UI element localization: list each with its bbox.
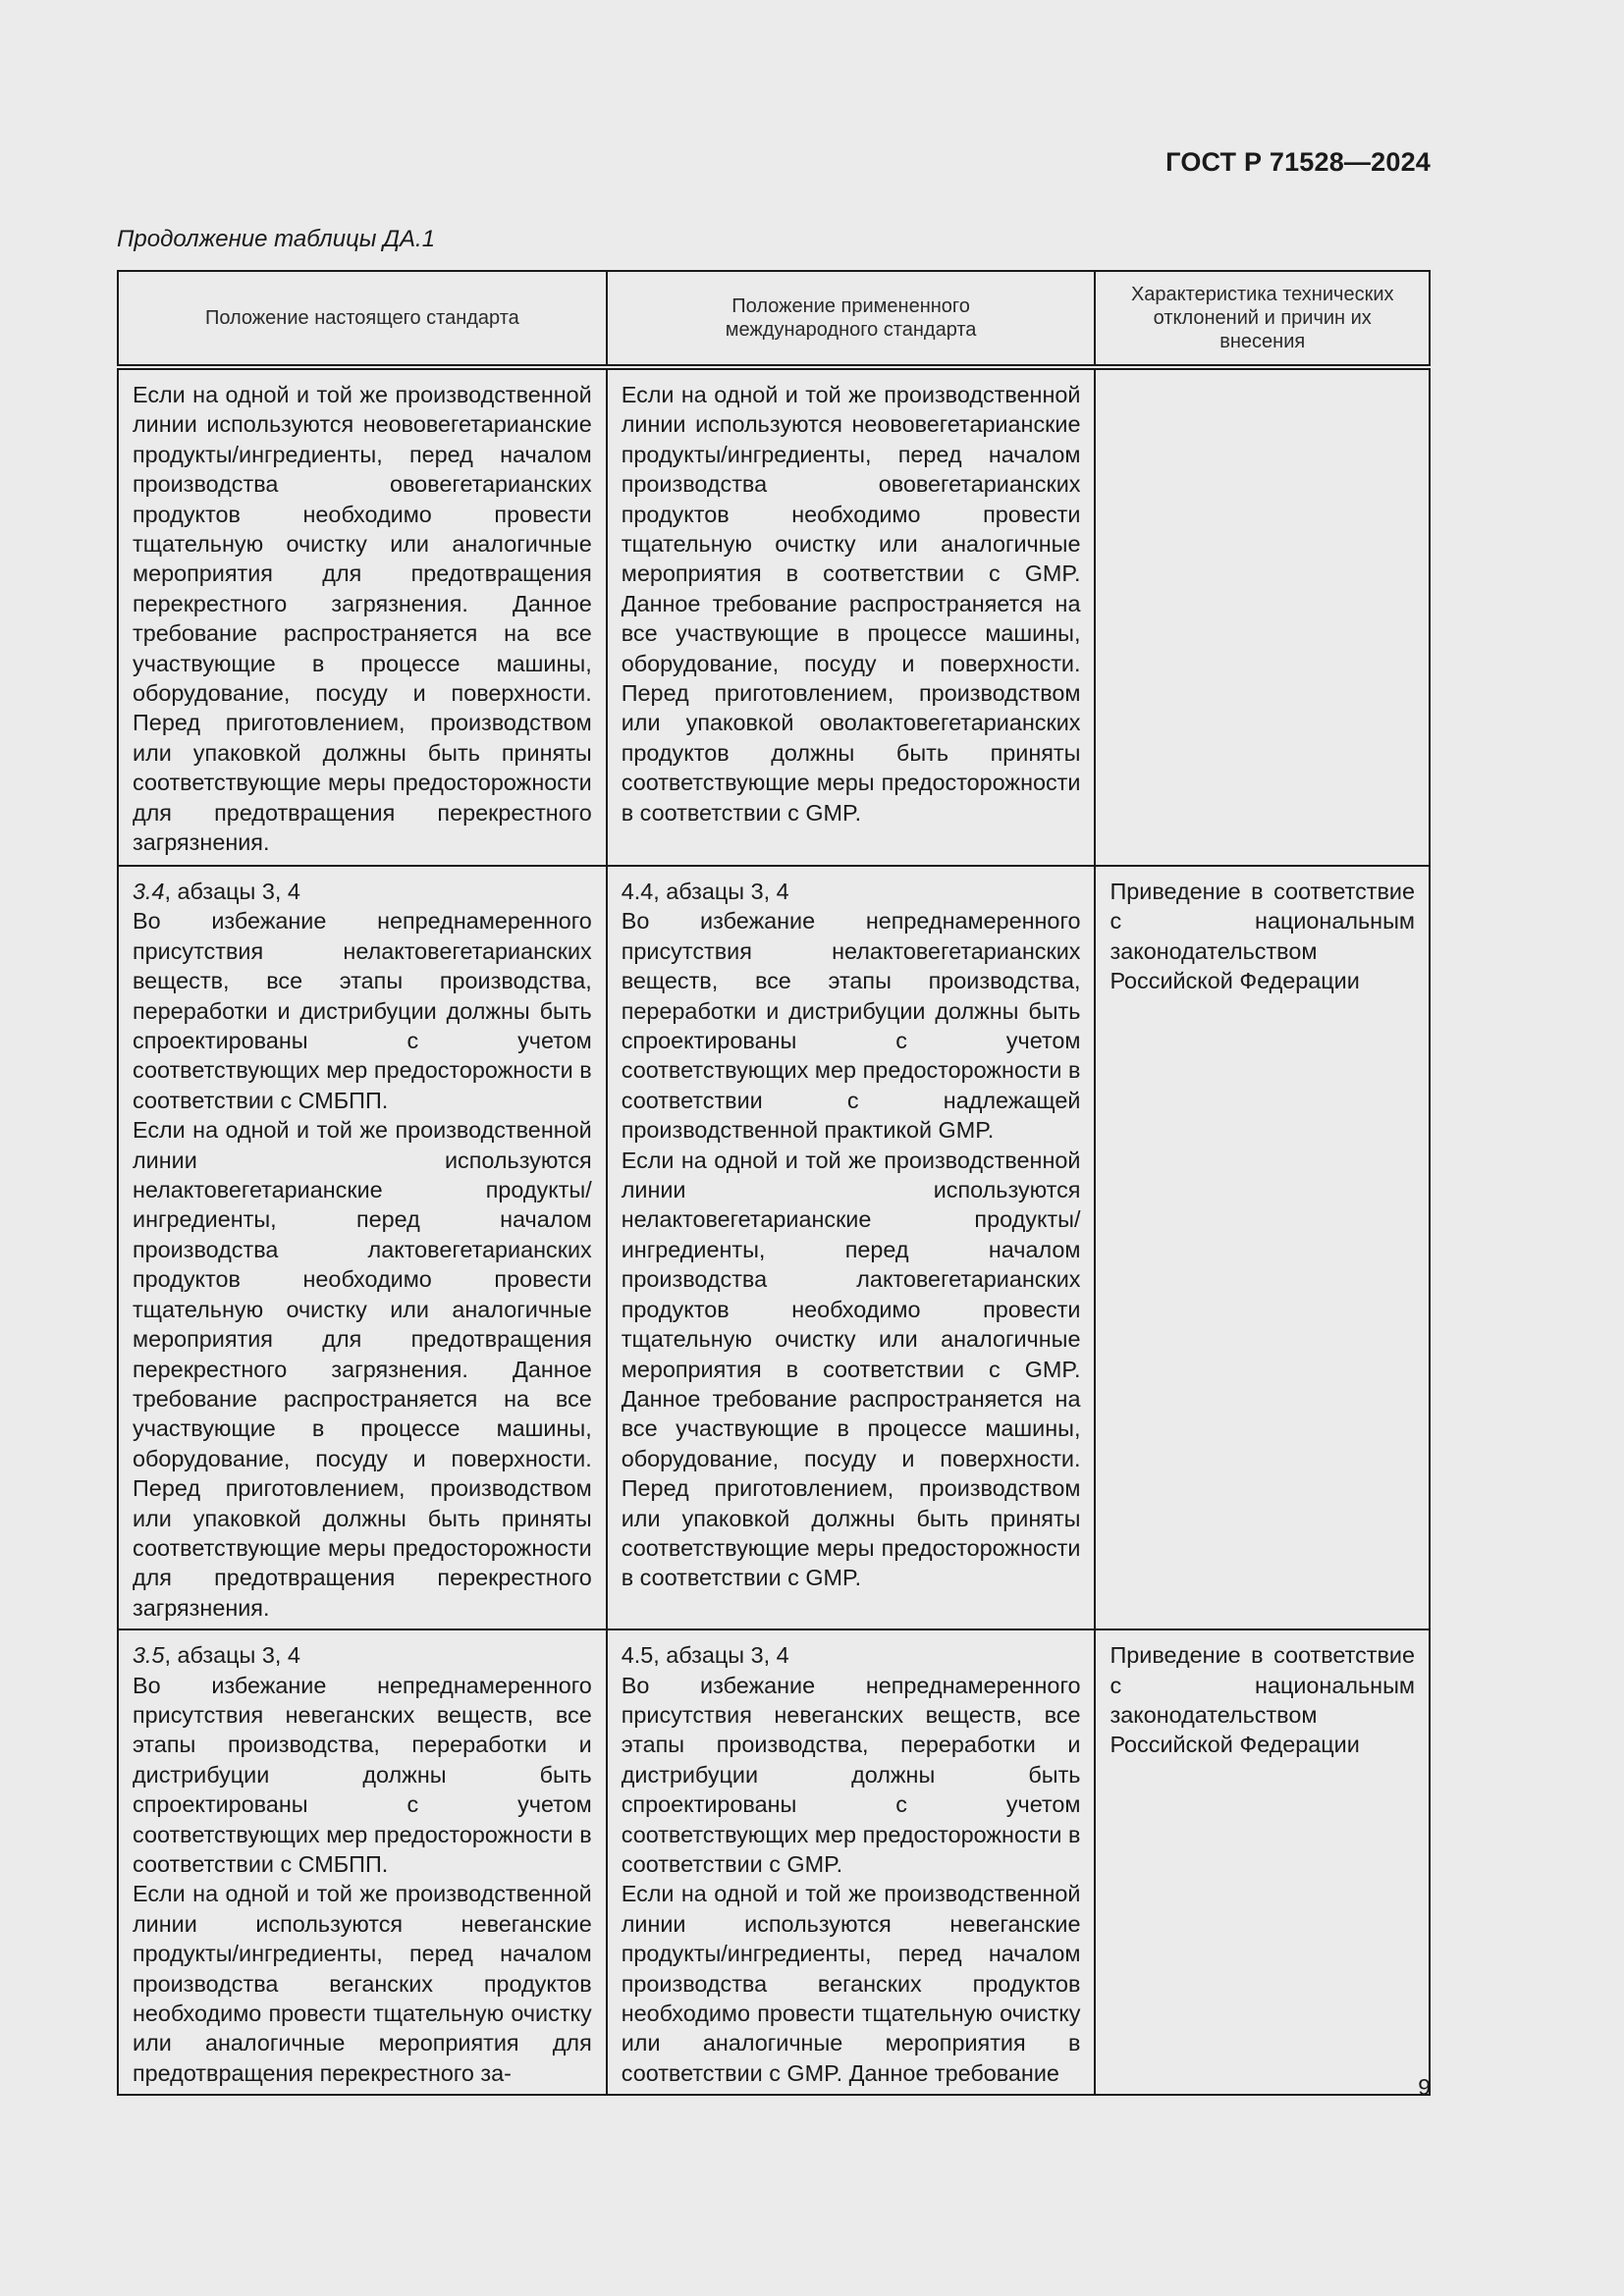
- provision-text: Если на одной и той же производственной линии используются нелактовегетарианские продукты/ингредиенты, перед началом производства лактовегетарианских продуктов необходимо провести тщательную очистку или аналогичные мероприятия для предотвращения перекрестного загрязнения. Данное требование распространяется на все участвующие в процессе машины, оборудование, посуду и поверхности. Перед приготовлением, производством или упаковкой должны быть приняты соответствующие меры предосторожности для предотвращения перекрестного загрязнения.: [133, 1117, 592, 1621]
- clause-reference: 4.5, абзацы 3, 4: [621, 1642, 789, 1669]
- clause-reference: [133, 1640, 592, 1670]
- deviation-reason-cell: [1095, 1629, 1430, 2095]
- international-provision-cell: [607, 1629, 1096, 2095]
- header-national-standard: Положение настоящего стандарта: [118, 271, 607, 367]
- clause-reference: 4.4, абзацы 3, 4: [621, 879, 789, 904]
- header-deviations-reasons: Характеристика технических отклонений и причин их внесения: [1095, 271, 1430, 367]
- table-continuation-caption: Продолжение таблицы ДА.1: [117, 226, 436, 252]
- provision-text: Если на одной и той же производственной линии используются неововегетарианские продукты/ингредиенты, перед началом производства ововегетарианских продуктов необходимо провести тщательную очистку или аналогичные мероприятия в соответствии с GMP. Данное требование распространяется на все участвующие в процессе машины, оборудование, посуду и поверхности. Перед приготовлением, производством или упаковкой оволактовегетарианских продуктов должны быть приняты соответствующие меры предосторожности в соответствии с GMP.: [621, 382, 1081, 826]
- provision-text: Во избежание непреднамеренного присутствия невеганских веществ, все этапы производства, переработки и дистрибуции должны быть спроектированы с учетом соответствующих мер предосторожности в соответствии с GMP.: [621, 1672, 1081, 1877]
- deviations-table: [117, 270, 1431, 2096]
- table-row: [118, 367, 1430, 866]
- document-code: ГОСТ Р 71528—2024: [1165, 147, 1431, 177]
- clause-number: 3.4: [133, 879, 165, 904]
- page-number: 9: [1418, 2074, 1431, 2100]
- national-provision-cell: [118, 866, 607, 1629]
- deviation-text: Приведение в соответствие с национальным законодательством Российской Федерации: [1110, 1642, 1415, 1758]
- international-provision-cell: [607, 367, 1096, 866]
- clause-paragraphs: , абзацы 3, 4: [164, 879, 300, 904]
- clause-reference: [133, 877, 592, 906]
- deviation-reason-cell: [1095, 866, 1430, 1629]
- provision-text: Во избежание непреднамеренного присутствия невеганских веществ, все этапы производства, переработки и дистрибуции должны быть спроектированы с учетом соответствующих мер предосторожности в соответствии с СМБПП.: [133, 1672, 592, 1877]
- deviation-reason-cell: [1095, 367, 1430, 866]
- provision-text: Если на одной и той же производственной линии используются невеганские продукты/ингредиенты, перед началом производства веганских продуктов необходимо провести тщательную очистку или аналогичные мероприятия в соответствии с GMP. Данное требование: [621, 1881, 1081, 2086]
- provision-text: Во избежание непреднамеренного присутствия нелактовегетарианских веществ, все этапы производства, переработки и дистрибуции должны быть спроектированы с учетом соответствующих мер предосторожности в соответствии с надлежащей производственной практикой GMP.: [621, 908, 1081, 1144]
- national-provision-cell: [118, 1629, 607, 2095]
- header-international-standard: Положение примененного международного стандарта: [607, 271, 1096, 367]
- deviation-text: Приведение в соответствие с национальным законодательством Российской Федерации: [1110, 879, 1415, 994]
- table-header-row: [118, 271, 1430, 367]
- clause-paragraphs: , абзацы 3, 4: [164, 1642, 300, 1669]
- table-row: [118, 866, 1430, 1629]
- clause-number: 3.5: [133, 1642, 165, 1669]
- national-provision-cell: [118, 367, 607, 866]
- provision-text: Если на одной и той же производственной линии используются неововегетарианские продукты/ингредиенты, перед началом производства ововегетарианских продуктов необходимо провести тщательную очистку или аналогичные мероприятия для предотвращения перекрестного загрязнения. Данное требование распространяется на все участвующие в процессе машины, оборудование, посуду и поверхности. Перед приготовлением, производством или упаковкой должны быть приняты соответствующие меры предосторожности для предотвращения перекрестного загрязнения.: [133, 382, 592, 856]
- provision-text: Если на одной и той же производственной линии используются невеганские продукты/ингредиенты, перед началом производства веганских продуктов необходимо провести тщательную очистку или аналогичные мероприятия для предотвращения перекрестного за-: [133, 1881, 592, 2086]
- international-provision-cell: [607, 866, 1096, 1629]
- table-row: [118, 1629, 1430, 2095]
- provision-text: Во избежание непреднамеренного присутствия нелактовегетарианских веществ, все этапы производства, переработки и дистрибуции должны быть спроектированы с учетом соответствующих мер предосторожности в соответствии с СМБПП.: [133, 908, 592, 1113]
- provision-text: Если на одной и той же производственной линии используются нелактовегетарианские продукты/ингредиенты, перед началом производства лактовегетарианских продуктов необходимо провести тщательную очистку или аналогичные мероприятия в соответствии с GMP. Данное требование распространяется на все участвующие в процессе машины, оборудование, посуду и поверхности. Перед приготовлением, производством или упаковкой должны быть приняты соответствующие меры предосторожности в соответствии с GMP.: [621, 1147, 1081, 1591]
